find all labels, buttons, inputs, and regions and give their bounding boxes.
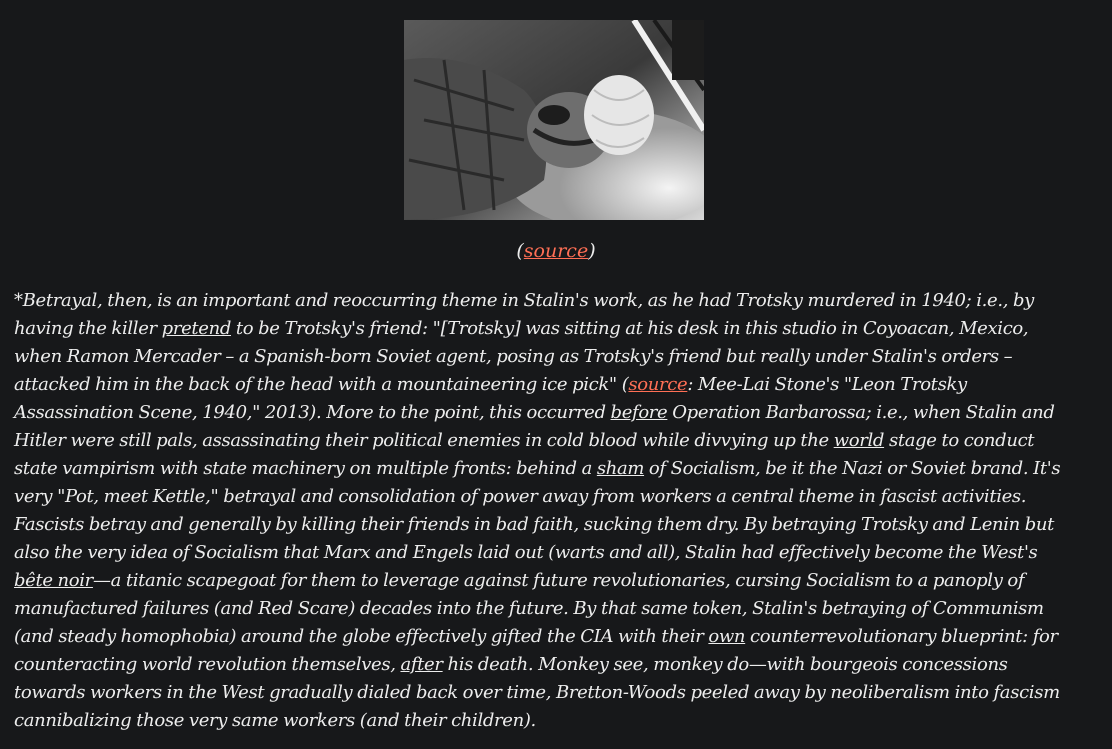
text-line [14, 483, 1098, 511]
photo-image [404, 20, 704, 220]
text-line [14, 315, 1098, 343]
text-run: counteracting world revolution themselves, [14, 654, 401, 675]
caption-close-paren: ) [588, 240, 596, 262]
text-run: his death. Monkey see, monkey do—with bourgeois concessions [442, 654, 1008, 675]
emphasis-underline: bête noir [14, 570, 93, 591]
text-run: : Mee-Lai Stone's "Leon Trotsky [687, 374, 967, 395]
text-run: (and steady homophobia) around the globe effectively gifted the CIA with their [14, 626, 709, 647]
text-run: *Betrayal, then, is an important and reoccurring theme in Stalin's work, as he had Trotsky murdered in 1940; i.e., by [14, 290, 1034, 311]
text-line [14, 679, 1098, 707]
emphasis-underline: world [833, 430, 885, 451]
text-run: Operation Barbarossa; i.e., when Stalin and [667, 402, 1055, 423]
text-run: when Ramon Mercader – a Spanish-born Soviet agent, posing as Trotsky's friend but really under Stalin's orders – [14, 346, 1013, 367]
text-line [14, 427, 1098, 455]
text-line [14, 371, 1098, 399]
emphasis-underline: before [610, 402, 668, 423]
caption-source-link[interactable]: source [523, 240, 589, 262]
text-run: Assassination Scene, 1940," 2013). More to the point, this occurred [14, 402, 611, 423]
emphasis-underline: pretend [161, 318, 231, 339]
text-run: Fascists betray and generally by killing their friends in bad faith, sucking them dry. By betraying Trotsky and Lenin but [14, 514, 1055, 535]
emphasis-underline: after [400, 654, 443, 675]
text-run: attacked him in the back of the head with a mountaineering ice pick" ( [14, 374, 629, 395]
text-line [14, 595, 1098, 623]
trotsky-photo [404, 20, 704, 220]
text-line [14, 707, 1098, 735]
text-run: —a titanic scapegoat for them to leverage against future revolutionaries, cursing Socialism to a panoply of [92, 570, 1025, 591]
text-line [14, 287, 1098, 315]
text-run: to be Trotsky's friend: "[Trotsky] was sitting at his desk in this studio in Coyoacan, Mexico, [231, 318, 1029, 339]
text-run: of Socialism, be it the Nazi or Soviet brand. It's [644, 458, 1061, 479]
text-run: stage to conduct [884, 430, 1035, 451]
text-line [14, 567, 1098, 595]
text-run: having the killer [14, 318, 162, 339]
inline-source-link[interactable]: source [628, 374, 688, 395]
emphasis-underline: sham [596, 458, 645, 479]
text-line [14, 511, 1098, 539]
text-line [14, 539, 1098, 567]
body-paragraph [14, 287, 1098, 735]
text-run: towards workers in the West gradually dialed back over time, Bretton-Woods peeled away by neoliberalism into fascism [14, 682, 1060, 703]
text-run: cannibalizing those very same workers (and their children). [14, 710, 536, 731]
text-line [14, 399, 1098, 427]
caption-open-paren: ( [516, 240, 524, 262]
text-run: also the very idea of Socialism that Marx and Engels laid out (warts and all), Stalin had effectively become the West's [14, 542, 1038, 563]
text-line [14, 651, 1098, 679]
text-run: counterrevolutionary blueprint: for [745, 626, 1058, 647]
text-run: state vampirism with state machinery on multiple fronts: behind a [14, 458, 597, 479]
emphasis-underline: own [708, 626, 746, 647]
text-line [14, 343, 1098, 371]
text-run: very "Pot, meet Kettle," betrayal and consolidation of power away from workers a central theme in fascist activities. [14, 486, 1027, 507]
text-line [14, 455, 1098, 483]
text-run: manufactured failures (and Red Scare) decades into the future. By that same token, Stalin's betraying of Communism [14, 598, 1044, 619]
text-run: Hitler were still pals, assassinating their political enemies in cold blood while divvying up the [14, 430, 834, 451]
image-caption [0, 240, 1112, 262]
text-line [14, 623, 1098, 651]
